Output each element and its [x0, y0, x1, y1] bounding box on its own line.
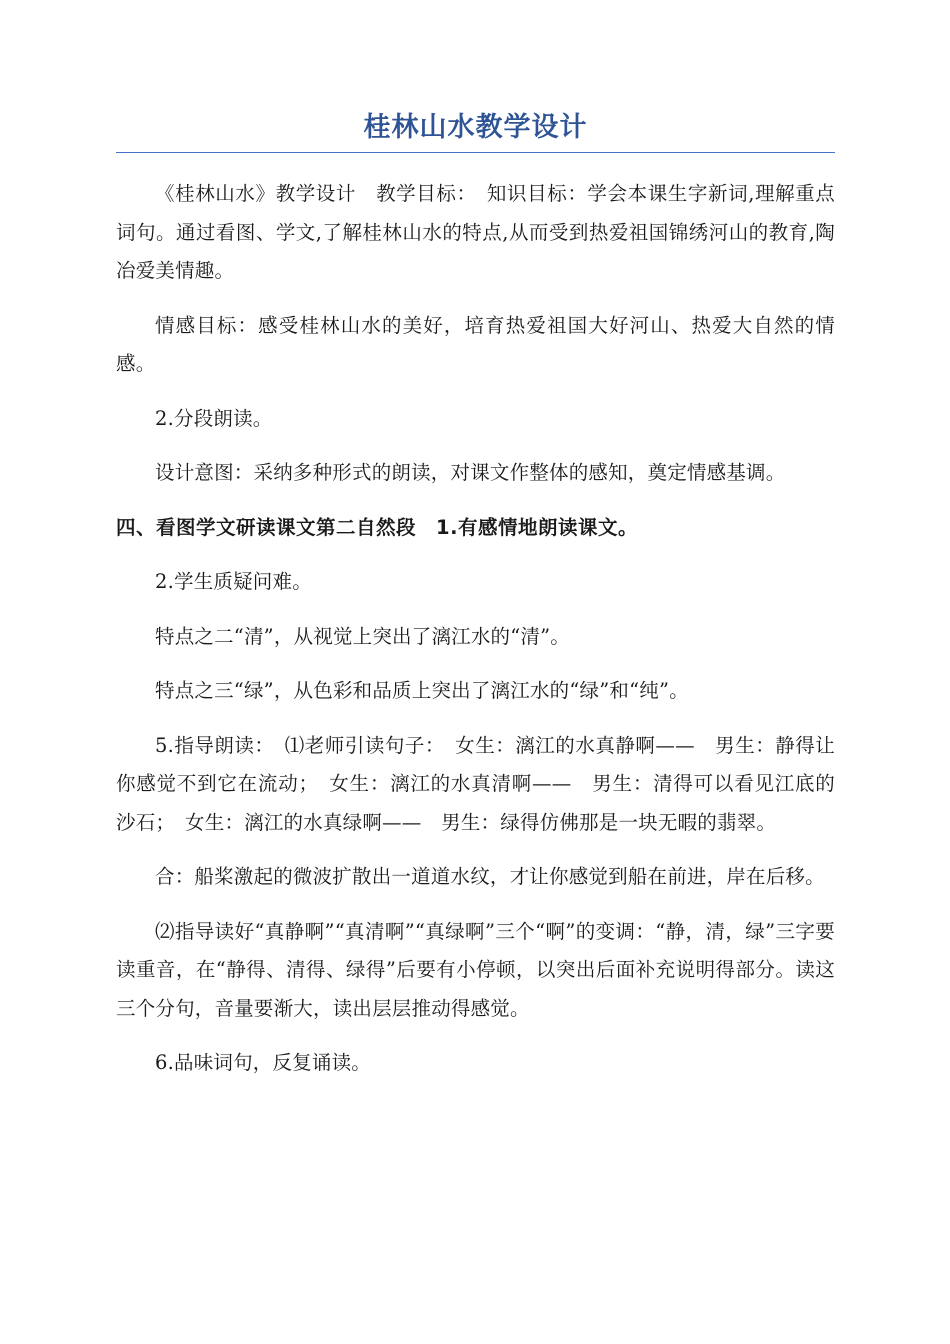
paragraph-savor-words: 6.品味词句，反复诵读。: [155, 1051, 372, 1074]
paragraph-tone-change: ⑵指导读好“真静啊”“真清啊”“真绿啊”三个“啊”的变调：“静，清，绿”三字要读重音，在“静得、清得、绿得”后要有小停顿，以突出后面补充说明得部分。读这三个分句，音量要渐大，读出层层推动得感觉。: [116, 919, 835, 1020]
document-page: [116, 108, 835, 1099]
paragraph-chorus: 合：船桨激起的微波扩散出一道道水纹，才让你感觉到船在前进，岸在后移。: [155, 865, 825, 888]
page-title: 桂林山水教学设计: [363, 112, 588, 143]
section-heading-four: 四、看图学文研读课文第二自然段 1.有感情地朗读课文。: [116, 515, 638, 539]
paragraph-objectives: 《桂林山水》教学设计 教学目标： 知识目标：学会本课生字新词,理解重点词句。通过看图、学文,了解桂林山水的特点,从而受到热爱祖国锦绣河山的教育,陶冶爱美情趣。: [116, 182, 835, 282]
paragraph-segment-reading: 2.分段朗读。: [155, 406, 273, 430]
paragraph-feature-clear: 特点之二“清”，从视觉上突出了漓江水的“清”。: [155, 624, 570, 648]
paragraph-emotional-goal: 情感目标：感受桂林山水的美好，培育热爱祖国大好河山、热爱大自然的情感。: [116, 313, 835, 375]
title-underline: [116, 152, 835, 153]
paragraph-student-questions: 2.学生质疑问难。: [155, 570, 312, 593]
paragraph-design-intent: 设计意图：采纳多种形式的朗读，对课文作整体的感知，奠定情感基调。: [155, 461, 786, 484]
paragraph-feature-green: 特点之三“绿”，从色彩和品质上突出了漓江水的“绿”和“纯”。: [155, 679, 689, 702]
paragraph-guided-reading: 5.指导朗读： ⑴老师引读句子： 女生：漓江的水真静啊—— 男生：静得让你感觉不到它在流动； 女生：漓江的水真清啊—— 男生：清得可以看见江底的沙石； 女生：漓江的水真绿啊—— 男生：绿得仿佛那是一块无暇的翡翠。: [116, 733, 835, 834]
